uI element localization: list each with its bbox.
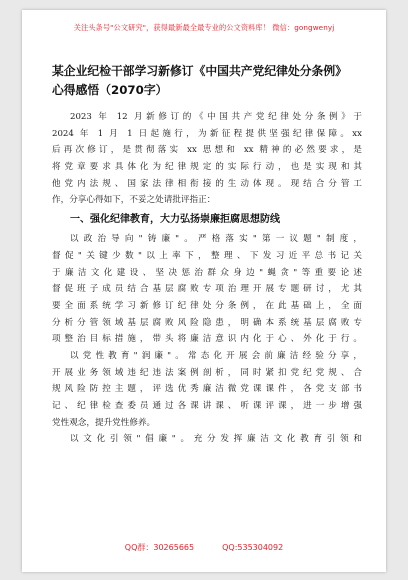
text-line: 以党性教育"润廉"。常态化开展会前廉洁经验分享， (70, 350, 362, 361)
text-line: 以文化引领"倡廉"。充分发挥廉洁文化教育引领和 (70, 434, 362, 445)
text-line: 2024 年 1 月 1 日起施行，为新征程提供坚强纪律保障。xx (52, 128, 362, 139)
qq-number: QQ:535304092 (222, 543, 284, 552)
text-line: 作，分享心得如下，不妥之处请批评指正： (52, 195, 216, 206)
qq-group-number: QQ群：30265665 (124, 543, 195, 552)
text-line: 以政治导向"铸廉"。严格落实"第一议题"制度， (70, 234, 362, 245)
text-line: 将党章要求具体化为纪律规定的实际行动，也是实现和其 (52, 162, 362, 173)
promo-banner: 关注头条号"公文研究"，获得最新最全最专业的公文资料库！ 微信：gongwenyj (73, 23, 335, 32)
text-line: 记、纪律检查委员通过各课讲课、听课评课，进一步增强 (52, 401, 362, 411)
contact-footer (22, 542, 386, 553)
text-line: 督促班子成员结合基层腐败专项治理开展专题研讨，尤其 (52, 284, 362, 295)
section-heading: 一、强化纪律教育，大力弘扬崇廉拒腐思想防线 (70, 214, 280, 226)
text-line: 项整治目标措施，带头将廉洁意识内化于心、外化于行。 (52, 334, 362, 345)
text-line: 2023 年 12 月新修订的《中国共产党纪律处分条例》于 (70, 112, 362, 122)
text-line: 督促"关键少数"以上率下，整理、下发习近平总书记关 (52, 250, 362, 261)
text-line: 规风险防控主题，评选优秀廉洁微党课课件，各党支部书 (52, 384, 362, 395)
text-line: 开展业务领域违纪违法案例剖析，同时紧扣党纪党规、合 (52, 367, 362, 378)
text-line: 党性观念，提升党性修养。 (52, 417, 156, 428)
text-line: 他党内法规、国家法律相衔接的生动体现。现结合分管工 (52, 178, 362, 189)
document-page (22, 10, 386, 572)
document-body (52, 109, 362, 448)
text-line: 分析分管领域基层腐败风险隐患，明确本系统基层腐败专 (52, 317, 362, 328)
title-line-2: 心得感悟（2070字） (52, 83, 168, 97)
title-line-1: 某企业纪检干部学习新修订《中国共产党纪律处分条例》 (52, 64, 347, 78)
text-line: 于廉洁文化建设、坚决惩治群众身边"蝇贪"等重要论述 (52, 267, 362, 278)
text-line: 后再次修订，是贯彻落实 xx 思想和 xx 精神的必然要求，是 (52, 145, 362, 156)
text-line: 要全面系统学习新修订纪律处分条例，在此基础上，全面 (52, 300, 362, 311)
document-title (52, 62, 362, 100)
